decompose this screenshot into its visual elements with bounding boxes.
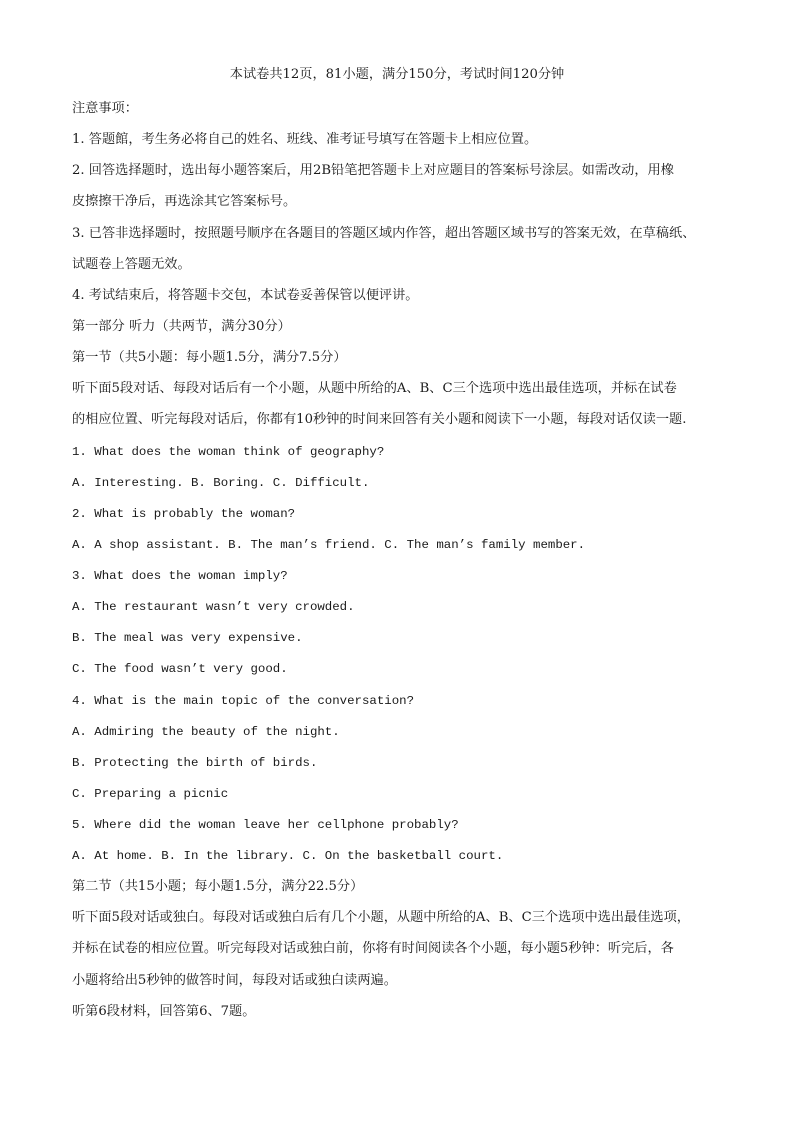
question-line: 1. What does the woman think of geography? — [72, 445, 385, 459]
question-line: A. A shop assistant. B. The man’s friend. C. The man’s family member. — [72, 538, 586, 552]
question-line: A. At home. B. In the library. C. On the basketball court. — [72, 849, 504, 863]
question-line: 4. What is the main topic of the conversation? — [72, 694, 415, 708]
question-line: C. Preparing a picnic — [72, 787, 229, 801]
material-prompt: 听第6段材料，回答第6、7题。 — [72, 1004, 256, 1019]
part-heading: 第一部分 听力（共两节，满分30分） — [72, 319, 291, 334]
section-instruction: 听下面5段对话、每段对话后有一个小题，从题中所给的A、B、C三个选项中选出最佳选项，并标在试卷 — [72, 381, 677, 396]
notice-item: 4. 考试结束后，将答题卡交包，本试卷妥善保管以便评讲。 — [72, 288, 419, 303]
notice-item: 1. 答题館，考生务必将自己的姓名、班线、准考证号填写在答题卡上相应位置。 — [72, 132, 538, 147]
question-line: A. Admiring the beauty of the night. — [72, 725, 340, 739]
notice-heading: 注意事项： — [72, 101, 138, 116]
question-line: A. Interesting. B. Boring. C. Difficult. — [72, 476, 370, 490]
notice-item: 2. 回答选择题时，选出每小题答案后，用2B铅笔把答题卡上对应题目的答案标号涂层。如需改动，用橡 — [72, 163, 674, 178]
question-line: A. The restaurant wasn’t very crowded. — [72, 600, 355, 614]
notice-item: 3. 已答非选择题时，按照题号顺序在各题目的答题区域内作答，超出答题区域书写的答案无效，在草稿纸、 — [72, 226, 696, 241]
section-heading: 第二节（共15小题；每小题1.5分，满分22.5分） — [72, 879, 364, 894]
section-instruction: 的相应位置、听完每段对话后，你都有10秒钟的时间来回答有关小题和阅读下一小题，每段对话仅读一题. — [72, 412, 687, 427]
question-line: 5. Where did the woman leave her cellphone probably? — [72, 818, 459, 832]
page-title: 本试卷共12页，81小题，满分150分，考试时间120分钟 — [229, 67, 565, 82]
section-instruction: 小题将给出5秒钟的做答时间，每段对话或独白读两遍。 — [72, 973, 397, 988]
question-line: 2. What is probably the woman? — [72, 507, 296, 521]
notice-item: 皮擦擦干净后，再选涂其它答案标号。 — [72, 194, 297, 209]
question-line: C. The food wasn’t very good. — [72, 662, 288, 676]
section-instruction: 听下面5段对话或独白。每段对话或独白后有几个小题，从题中所给的A、B、C三个选项中选出最佳选项， — [72, 910, 690, 925]
question-line: B. The meal was very expensive. — [72, 631, 303, 645]
question-line: 3. What does the woman imply? — [72, 569, 288, 583]
notice-item: 试题卷上答题无效。 — [72, 257, 191, 272]
section-instruction: 并标在试卷的相应位置。听完每段对话或独白前，你将有时间阅读各个小题，每小题5秒钟：听完后，各 — [72, 941, 674, 956]
section-heading: 第一节（共5小题：每小题1.5分，满分7.5分） — [72, 350, 347, 365]
question-line: B. Protecting the birth of birds. — [72, 756, 318, 770]
